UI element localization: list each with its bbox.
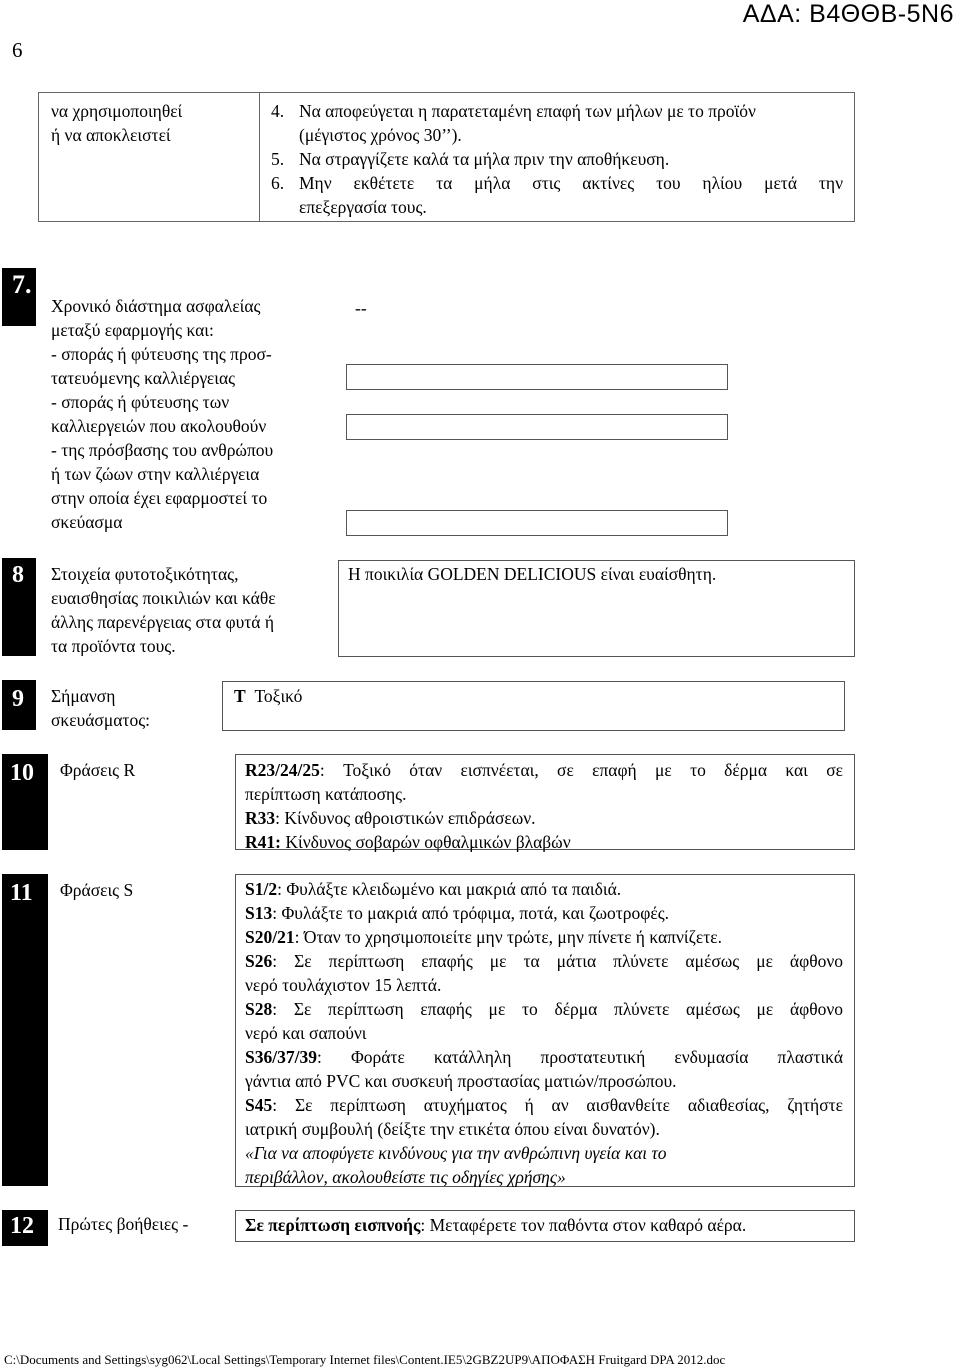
section-number: 11 xyxy=(10,880,33,906)
label-line: καλλιεργειών που ακολουθούν xyxy=(51,416,267,436)
s-phrase-text: Σε περίπτωση επαφής με το δέρμα πλύνετε αμέσως με άφθονο xyxy=(293,999,844,1019)
s-phrase-code: S28 xyxy=(245,999,273,1019)
list-item: Μην εκθέτετε τα μήλα στις ακτίνες του ηλίου μετά την xyxy=(299,173,843,193)
r-phrase-text: Τοξικό όταν εισπνέεται, σε επαφή με το δέρμα και σε xyxy=(343,760,843,780)
separator: : xyxy=(272,903,278,923)
section-10-number-cell xyxy=(2,754,48,850)
empty-value-box xyxy=(346,414,728,440)
label-line: Σήμανση xyxy=(51,686,116,706)
section-12-value-box xyxy=(235,1210,855,1242)
separator: : xyxy=(316,1047,322,1067)
separator: : xyxy=(319,760,325,780)
first-aid-title: Σε περίπτωση εισπνοής xyxy=(245,1215,421,1235)
label-line: τατευόμενης καλλιέργειας xyxy=(51,368,236,388)
separator: : xyxy=(294,927,300,947)
s-phrase-text: Σε περίπτωση επαφής με τα μάτια πλύνετε αμέσως με άφθονο xyxy=(294,951,843,971)
s-phrase-text: Φυλάξτε το μακριά από τρόφιμα, ποτά, και ζωοτροφές. xyxy=(281,903,670,923)
section-11-label: Φράσεις S xyxy=(60,880,134,900)
s-phrase-text: ιατρική συμβουλή (δείξτε την ετικέτα όπου είναι δυνατόν). xyxy=(245,1119,660,1139)
section-7-value: -- xyxy=(355,298,367,318)
section-10-label: Φράσεις R xyxy=(60,760,136,780)
s-phrase-code: S26 xyxy=(245,951,273,971)
section-8-number-cell xyxy=(2,558,36,656)
section-12-number-cell xyxy=(2,1210,48,1246)
section-10-value-box xyxy=(235,754,855,850)
s-phrase-text: Σε περίπτωση ατυχήματος ή αν αισθανθείτε αδιαθεσίας, ζητήστε xyxy=(294,1095,844,1115)
section-number: 12 xyxy=(10,1213,34,1239)
label-line: μεταξύ εφαρμογής και: xyxy=(51,320,214,340)
label-line: ή των ζώων στην καλλιέργεια xyxy=(51,464,260,484)
separator: : xyxy=(272,1095,278,1115)
s-phrase-text: Φοράτε κατάλληλη προστατευτική ενδυμασία πλαστικά xyxy=(350,1047,843,1067)
section-number: 8 xyxy=(12,562,24,588)
s-phrase-text: Φυλάξτε κλειδωμένο και μακριά από τα παιδιά. xyxy=(286,879,622,899)
s-phrase-code: S13 xyxy=(245,903,273,923)
label-line: στην οποία έχει εφαρμοστεί το xyxy=(51,488,268,508)
s-phrase-code: S45 xyxy=(245,1095,273,1115)
r-phrase-code: R41: xyxy=(245,832,281,852)
hazard-symbol: T xyxy=(234,686,246,706)
safety-note: περιβάλλον, ακολουθείστε τις οδηγίες χρήσης» xyxy=(245,1167,566,1187)
empty-value-box xyxy=(346,364,728,390)
separator: : xyxy=(275,808,281,828)
s-phrase-text: νερό τουλάχιστον 15 λεπτά. xyxy=(245,975,442,995)
first-aid-text: : Μεταφέρετε τον παθόντα στον καθαρό αέρα. xyxy=(420,1215,747,1235)
label-line: σκευάσματος: xyxy=(51,710,150,730)
list-number: 6. xyxy=(271,173,285,193)
s-phrase-code: S36/37/39 xyxy=(245,1047,317,1067)
list-item: επεξεργασία τους. xyxy=(299,197,427,217)
section-number: 10 xyxy=(10,760,34,786)
safety-note: «Για να αποφύγετε κινδύνους για την ανθρώπινη υγεία και το xyxy=(245,1143,667,1163)
list-number: 5. xyxy=(271,149,285,169)
label-line: - σποράς ή φύτευσης των xyxy=(51,392,230,412)
list-item: (μέγιστος χρόνος 30’’). xyxy=(299,125,462,145)
label-line: - της πρόσβασης του ανθρώπου xyxy=(51,440,274,460)
section-8-value-box xyxy=(338,560,855,657)
separator: : xyxy=(272,951,278,971)
list-number: 4. xyxy=(271,101,285,121)
label-line: άλλης παρενέργειας στα φυτά ή xyxy=(51,612,274,632)
section-number: 7. xyxy=(12,270,32,299)
list-item: Να αποφεύγεται η παρατεταμένη επαφή των μήλων με το προϊόν xyxy=(299,101,756,121)
top-row-left xyxy=(51,99,251,147)
top-left-line: ή να αποκλειστεί xyxy=(51,125,171,145)
cell-divider xyxy=(259,93,260,221)
empty-value-box xyxy=(346,510,728,536)
document-path-footer: C:\Documents and Settings\syg062\Local Settings\Temporary Internet files\Content.IE5\2GBZ2UP9\ΑΠΟΦΑΣΗ Fruitgard DPA 2012.doc xyxy=(4,1352,726,1367)
s-phrase-text: Όταν το χρησιμοποιείτε μην τρώτε, μην πίνετε ή καπνίζετε. xyxy=(303,927,722,947)
top-row-table xyxy=(38,92,855,222)
section-9-value-box xyxy=(222,681,845,731)
page-number: 6 xyxy=(12,38,23,62)
separator: : xyxy=(277,879,282,899)
s-phrase-text: νερό και σαπούνι xyxy=(245,1023,367,1043)
r-phrase-text: Κίνδυνος σοβαρών οφθαλμικών βλαβών xyxy=(285,832,571,852)
section-8-label xyxy=(51,562,331,658)
s-phrase-code: S20/21 xyxy=(245,927,295,947)
section-9-number-cell xyxy=(2,680,36,730)
top-row-list xyxy=(271,99,843,219)
section-9-label xyxy=(51,684,221,732)
section-8-value: Η ποικιλία GOLDEN DELICIOUS είναι ευαίσθητη. xyxy=(348,564,717,584)
label-line: Χρονικό διάστημα ασφαλείας xyxy=(51,296,261,316)
s-phrase-code: S1/2 xyxy=(245,879,278,899)
list-item: Να στραγγίζετε καλά τα μήλα πριν την αποθήκευση. xyxy=(299,149,670,169)
label-line: σκεύασμα xyxy=(51,512,123,532)
ada-code: ΑΔΑ: Β4ΘΘΒ-5Ν6 xyxy=(742,0,954,28)
label-line: ευαισθησίας ποικιλιών και κάθε xyxy=(51,588,276,608)
s-phrase-text: γάντια από PVC και συσκευή προστασίας ματιών/προσώπου. xyxy=(245,1071,677,1091)
top-left-line: να χρησιμοποιηθεί xyxy=(51,101,183,121)
section-11-number-cell xyxy=(2,874,48,1186)
hazard-value: Τοξικό xyxy=(254,686,303,706)
label-line: Στοιχεία φυτοτοξικότητας, xyxy=(51,564,239,584)
section-number: 9 xyxy=(12,686,24,712)
label-line: τα προϊόντα τους. xyxy=(51,636,176,656)
label-line: - σποράς ή φύτευσης της προσ- xyxy=(51,344,272,364)
r-phrase-code: R33 xyxy=(245,808,276,828)
section-7-number-cell xyxy=(2,268,36,326)
r-phrase-text: περίπτωση κατάποσης. xyxy=(245,784,407,804)
section-7-label xyxy=(51,294,331,534)
r-phrase-text: Κίνδυνος αθροιστικών επιδράσεων. xyxy=(284,808,536,828)
r-phrase-code: R23/24/25 xyxy=(245,760,320,780)
separator: : xyxy=(272,999,278,1019)
section-11-value-box xyxy=(235,874,855,1187)
section-12-label: Πρώτες βοήθειες - xyxy=(58,1214,189,1234)
